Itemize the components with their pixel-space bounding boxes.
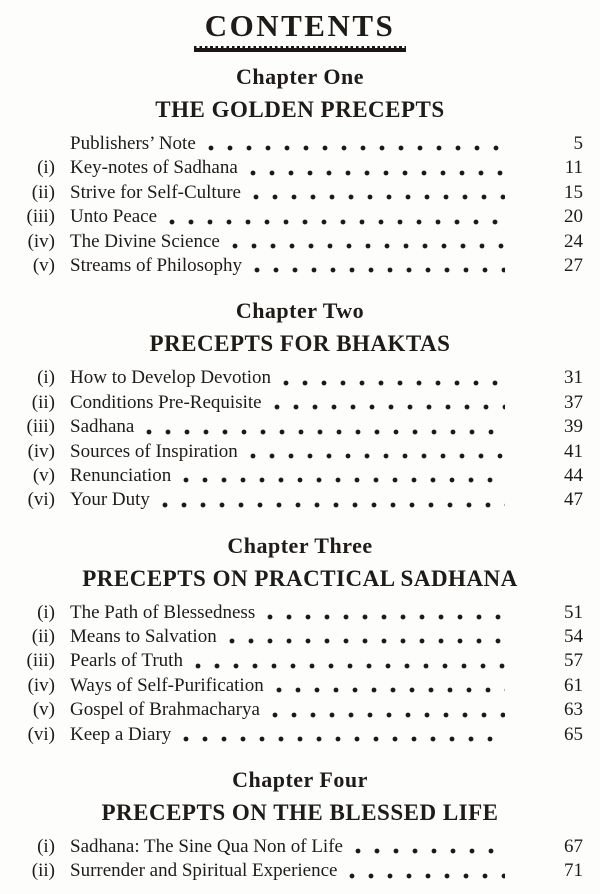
toc-entry	[0, 835, 600, 859]
toc-entry	[0, 674, 600, 698]
entry-numeral: (iii)	[26, 650, 55, 672]
entry-page-number: 11	[564, 157, 583, 179]
entry-page-number: 65	[564, 723, 583, 745]
chapter-section-two	[0, 299, 600, 512]
dot-leader	[195, 663, 505, 669]
chapter-name: Chapter Four	[232, 767, 368, 793]
dot-leader	[283, 380, 505, 386]
toc-entry	[0, 698, 600, 722]
entry-numeral: (iv)	[27, 230, 55, 252]
entry-page-number: 5	[573, 133, 583, 154]
entry-page-number: 27	[564, 254, 583, 276]
entry-title: Publishers’ Note	[70, 133, 196, 154]
entry-numeral: (ii)	[31, 391, 55, 413]
entry-title: The Path of Blessedness	[70, 601, 256, 623]
entry-page-number: 63	[564, 699, 583, 721]
dot-leader	[274, 404, 505, 410]
entry-numeral: (iii)	[26, 206, 55, 228]
toc-entry	[0, 723, 600, 747]
entry-page-number: 15	[564, 181, 583, 203]
entry-title: Pearls of Truth	[70, 650, 183, 672]
toc-entry	[0, 601, 600, 625]
entry-numeral: (i)	[37, 601, 55, 623]
entry-title: Unto Peace	[70, 206, 158, 228]
entry-title: Means to Salvation	[70, 626, 217, 648]
chapter-title: PRECEPTS ON PRACTICAL SADHANA	[82, 565, 518, 591]
entry-numeral: (v)	[32, 464, 55, 486]
entry-page-number: 71	[564, 860, 583, 882]
entry-title: Sadhana	[70, 416, 135, 438]
chapter-entries	[0, 601, 600, 747]
dot-leader	[272, 712, 505, 718]
chapter-entries	[0, 132, 600, 278]
chapter-name: Chapter Two	[235, 298, 365, 324]
entry-page-number: 61	[564, 674, 583, 696]
dot-leader	[232, 243, 505, 249]
entry-title: Renunciation	[70, 464, 172, 486]
dot-leader	[146, 429, 505, 435]
entry-page-number: 37	[564, 391, 583, 413]
entry-numeral: (iv)	[27, 440, 55, 462]
entry-title: How to Develop Devotion	[70, 367, 272, 389]
page-title: CONTENTS	[204, 8, 396, 43]
chapter-entries	[0, 835, 600, 884]
entry-numeral: (i)	[37, 836, 55, 858]
chapter-name: Chapter One	[236, 64, 364, 89]
dot-leader	[349, 873, 505, 879]
toc-entry	[0, 440, 600, 464]
entry-page-number: 57	[564, 650, 583, 672]
entry-numeral: (ii)	[31, 626, 55, 648]
entry-title: Gospel of Brahmacharya	[70, 699, 260, 721]
entry-numeral: (vi)	[27, 723, 55, 745]
entry-numeral: (iii)	[26, 416, 55, 438]
toc-entry	[0, 366, 600, 390]
entry-numeral: (ii)	[31, 860, 55, 882]
title-underline-ornament	[194, 46, 406, 52]
chapter-section-one	[0, 65, 600, 278]
entry-numeral: (ii)	[31, 181, 55, 203]
dot-leader	[276, 687, 505, 693]
entry-page-number: 31	[564, 367, 583, 389]
entry-title: Surrender and Spiritual Experience	[70, 860, 338, 882]
dot-leader	[208, 145, 505, 151]
entry-title: Strive for Self-Culture	[70, 181, 241, 203]
toc-entry	[0, 488, 600, 512]
chapter-section-three	[0, 534, 600, 747]
entry-numeral: (v)	[32, 254, 55, 276]
entry-page-number: 20	[564, 206, 583, 228]
entry-page-number: 39	[564, 416, 583, 438]
dot-leader	[253, 194, 505, 200]
entry-title: Streams of Philosophy	[70, 254, 243, 276]
entry-title: Key-notes of Sadhana	[70, 157, 238, 179]
entry-title: Sources of Inspiration	[70, 440, 238, 462]
dot-leader	[229, 638, 505, 644]
dot-leader	[183, 736, 505, 742]
entry-page-number: 41	[564, 440, 583, 462]
entry-page-number: 44	[564, 464, 583, 486]
toc-entry	[0, 391, 600, 415]
entry-title: Keep a Diary	[70, 723, 172, 745]
toc-entry	[0, 132, 600, 156]
entry-page-number: 24	[564, 230, 583, 252]
toc-entry	[0, 205, 600, 229]
chapter-section-four	[0, 768, 600, 884]
toc-entry	[0, 625, 600, 649]
entry-numeral: (vi)	[27, 489, 55, 511]
entry-numeral: (i)	[37, 157, 55, 179]
toc-entry	[0, 649, 600, 673]
entry-page-number: 54	[564, 626, 583, 648]
chapter-name: Chapter Three	[227, 532, 373, 558]
toc-entry	[0, 859, 600, 883]
toc-entry	[0, 415, 600, 439]
dot-leader	[183, 477, 505, 483]
chapter-title: PRECEPTS FOR BHAKTAS	[149, 331, 451, 357]
entry-title: Your Duty	[70, 489, 150, 511]
toc-entry	[0, 254, 600, 278]
dot-leader	[250, 453, 505, 459]
entry-page-number: 67	[564, 836, 583, 858]
entry-title: Sadhana: The Sine Qua Non of Life	[70, 836, 343, 858]
chapter-title: THE GOLDEN PRECEPTS	[155, 97, 445, 122]
dot-leader	[169, 219, 505, 225]
entry-title: Ways of Self-Purification	[70, 674, 264, 696]
entry-numeral: (v)	[32, 699, 55, 721]
entry-numeral: (i)	[37, 367, 55, 389]
entry-page-number: 47	[564, 489, 583, 511]
entry-title: Conditions Pre-Requisite	[70, 391, 262, 413]
dot-leader	[267, 614, 505, 620]
toc-entry	[0, 464, 600, 488]
dot-leader	[355, 848, 505, 854]
toc-entry	[0, 181, 600, 205]
entry-numeral: (iv)	[27, 674, 55, 696]
toc-entry	[0, 156, 600, 180]
toc-entry	[0, 230, 600, 254]
chapter-title: PRECEPTS ON THE BLESSED LIFE	[101, 800, 499, 826]
entry-page-number: 51	[564, 601, 583, 623]
dot-leader	[250, 170, 505, 176]
dot-leader	[254, 267, 505, 273]
chapter-entries	[0, 366, 600, 512]
dot-leader	[162, 502, 505, 508]
entry-title: The Divine Science	[70, 230, 220, 252]
